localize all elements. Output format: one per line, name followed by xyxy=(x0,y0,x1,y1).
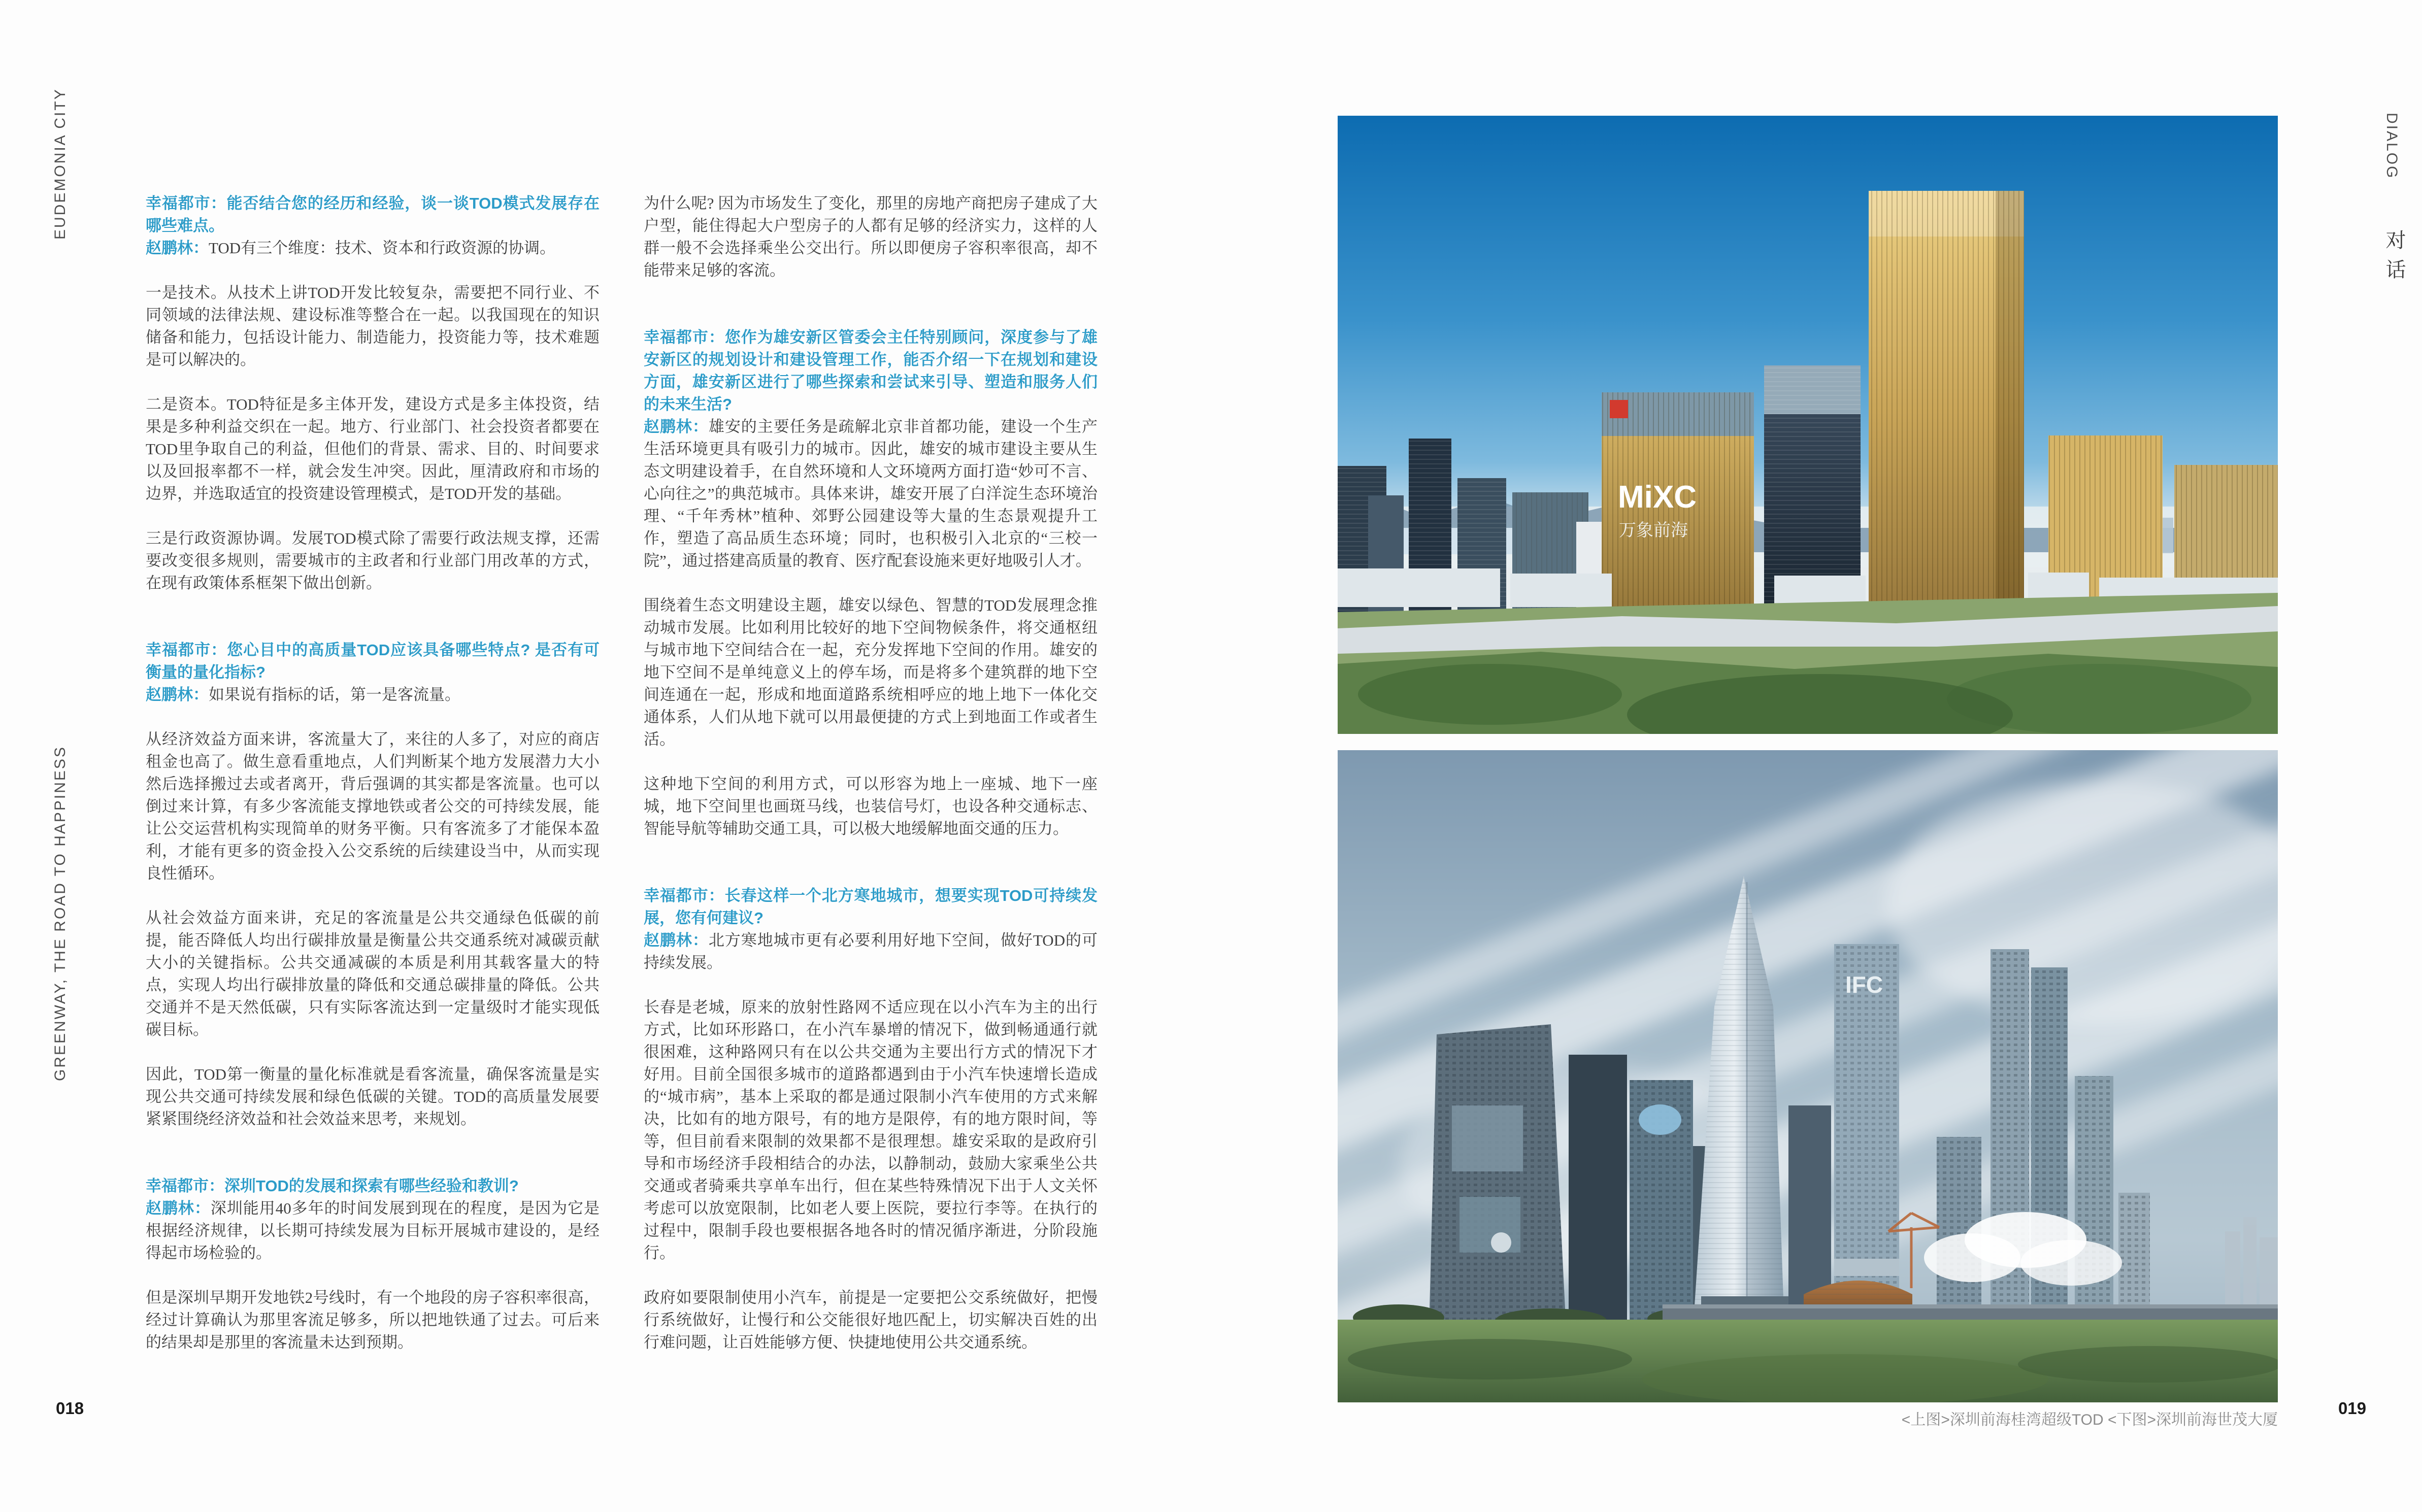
question-text: 幸福都市：您心目中的高质量TOD应该具备哪些特点? 是否有可衡量的量化指标? xyxy=(146,641,600,681)
paragraph-text: 深圳能用40多年的时间发展到现在的程度，是因为它是根据经济规律，以长期可持续发展为目标开展城市建设的，是经得起市场检验的。 xyxy=(146,1199,600,1262)
body-paragraph xyxy=(146,907,600,1041)
page-number-left: 018 xyxy=(56,1399,84,1418)
question-text: 幸福都市：您作为雄安新区管委会主任特别顾问，深度参与了雄安新区的规划设计和建设管理工作，能否介绍一下在规划和建设方面，雄安新区进行了哪些探索和尝试来引导、塑造和服务人们的未来生活? xyxy=(644,328,1098,413)
body-paragraph xyxy=(644,192,1098,282)
top-photo-illustration xyxy=(1338,116,2278,734)
body-paragraph xyxy=(644,996,1098,1264)
paragraph-text: 长春是老城，原来的放射性路网不适应现在以小汽车为主的出行方式，比如环形路口，在小汽车暴增的情况下，做到畅通通行就很困难，这种路网只有在以公共交通为主要出行方式的情况下才好用。目前全国很多城市的道路都遇到由于小汽车快速增长造成的“城市病”，基本上采取的都是通过限制小汽车使用的方式来解决，比如有的地方限号，有的地方是限停，有的地方限时间，等等，但目前看来限制的效果都不是很理想。雄安采取的是政府引导和市场经济手段相结合的办法，以静制动，鼓励大家乘坐公共交通或者骑乘共享单车出行，但在某些特殊情况下出于人文关怀考虑可以放宽限制，比如老人要上医院，要拉行李等。在执行的过程中，限制手段也要根据各地各时的情况循序渐进，分阶段施行。 xyxy=(644,998,1098,1262)
body-paragraph xyxy=(146,1287,600,1354)
tower-circle-logo xyxy=(1491,1232,1511,1253)
photo-bottom-shimao-tower xyxy=(1338,750,2278,1402)
paragraph-text: 三是行政资源协调。发展TOD模式除了需要行政法规支撑，还需要改变很多规则，需要城市的主政者和行业部门用改革的方式，在现有政策体系框架下做出创新。 xyxy=(146,529,600,592)
speaker-name: 赵鹏林： xyxy=(146,686,209,703)
photo-top-aerial-guiwan-tod xyxy=(1338,116,2278,734)
right-margin-text-cn: 对话 xyxy=(2383,229,2405,288)
speaker-name: 赵鹏林： xyxy=(644,418,709,435)
body-paragraph xyxy=(644,1287,1098,1354)
answer-paragraph xyxy=(146,1197,600,1264)
speaker-name: 赵鹏林： xyxy=(146,239,209,257)
body-paragraph xyxy=(146,393,600,505)
body-paragraph xyxy=(146,728,600,885)
answer-paragraph xyxy=(644,416,1098,572)
paragraph-text: 从社会效益方面来讲，充足的客流量是公共交通绿色低碳的前提，能否降低人均出行碳排放量是衡量公共交通系统对减碳贡献大小的关键指标。公共交通减碳的本质是利用其载客量大的特点，实现人均出行碳排放量的降低和交通总碳排量的降低。公共交通并不是天然低碳，只有实际客流达到一定量级时才能实现低碳目标。 xyxy=(146,909,600,1038)
paragraph-text: 因此，TOD第一衡量的量化标准就是看客流量，确保客流量是实现公共交通可持续发展和绿色低碳的关键。TOD的高质量发展要紧紧围绕经济效益和社会效益来思考，来规划。 xyxy=(146,1065,600,1128)
body-paragraph xyxy=(146,527,600,594)
body-paragraph xyxy=(644,773,1098,840)
paragraph-text: TOD有三个维度：技术、资本和行政资源的协调。 xyxy=(209,239,556,257)
article-column-1 xyxy=(146,192,600,1376)
paragraph-text: 为什么呢? 因为市场发生了变化，那里的房地产商把房子建成了大户型，能住得起大户型房子的人都有足够的经济实力，这样的人群一般不会选择乘坐公交出行。所以即便房子容积率很高，却不能带来足够的客流。 xyxy=(644,194,1098,279)
mixc-logo-subtext: 万象前海 xyxy=(1619,521,1688,540)
question-paragraph xyxy=(146,639,600,684)
body-paragraph xyxy=(146,1063,600,1130)
answer-paragraph xyxy=(644,929,1098,974)
paragraph-text: 从经济效益方面来讲，客流量大了，来往的人多了，对应的商店租金也高了。做生意看重地点，人们判断某个地方发展潜力大小然后选择搬过去或者离开，背后强调的其实都是客流量。也可以倒过来计算，有多少客流能支撑地铁或者公交的可持续发展，能让公交运营机构实现简单的财务平衡。只有客流多了才能保本盈利，才能有更多的资金投入公交系统的后续建设当中，从而实现良性循环。 xyxy=(146,730,600,882)
question-paragraph xyxy=(644,326,1098,416)
answer-paragraph xyxy=(146,684,600,706)
paragraph-text: 一是技术。从技术上讲TOD开发比较复杂，需要把不同行业、不同领域的法律法规、建设标准等整合在一起。以我国现在的知识储备和能力，包括设计能力、制造能力，投资能力等，技术难题是可以解决的。 xyxy=(146,284,600,368)
ifc-logo-text: IFC xyxy=(1845,971,1883,998)
article-column-2 xyxy=(644,192,1098,1376)
answer-paragraph xyxy=(146,237,600,259)
paragraph-text: 但是深圳早期开发地铁2号线时，有一个地段的房子容积率很高，经过计算确认为那里客流足够多，所以把地铁通了过去。可后来的结果却是那里的客流量未达到预期。 xyxy=(146,1289,600,1351)
body-paragraph xyxy=(644,594,1098,751)
right-margin-text-en: DIALOG xyxy=(2383,113,2400,180)
mixc-logo-mark xyxy=(1610,400,1628,418)
speaker-name: 赵鹏林： xyxy=(644,931,709,949)
left-margin-text-bottom: GREENWAY, THE ROAD TO HAPPINESS xyxy=(52,746,69,1081)
paragraph-text: 雄安的主要任务是疏解北京非首都功能，建设一个生产生活环境更具有吸引力的城市。因此，雄安的城市建设主要从生态文明建设着手，在自然环境和人文环境两方面打造“妙可不言、心向往之”的典范城市。具体来讲，雄安开展了白洋淀生态环境治理、“千年秀林”植种、郊野公园建设等大量的生态景观提升工作，塑造了高品质生态环境；同时，也积极引入北京的“三校一院”，通过搭建高质量的教育、医疗配套设施来更好地吸引人才。 xyxy=(644,418,1098,569)
paragraph-text: 围绕着生态文明建设主题，雄安以绿色、智慧的TOD发展理念推动城市发展。比如利用比较好的地下空间物候条件，将交通枢纽与城市地下空间结合在一起，充分发挥地下空间的作用。雄安的地下空间不是单纯意义上的停车场，而是将多个建筑群的地下空间连通在一起，形成和地面道路系统相呼应的地上地下一体化交通体系，人们从地下就可以用最便捷的方式上到地面工作或者生活。 xyxy=(644,596,1098,748)
question-text: 幸福都市：能否结合您的经历和经验，谈一谈TOD模式发展存在哪些难点。 xyxy=(146,194,600,234)
question-paragraph xyxy=(146,192,600,237)
paragraph-text: 政府如要限制使用小汽车，前提是一定要把公交系统做好，把慢行系统做好，让慢行和公交能很好地匹配上，切实解决百姓的出行难问题，让百姓能够方便、快捷地使用公共交通系统。 xyxy=(644,1289,1098,1351)
photo-caption: <上图>深圳前海桂湾超级TOD <下图>深圳前海世茂大厦 xyxy=(1901,1412,2278,1428)
question-paragraph xyxy=(644,885,1098,929)
paragraph-text: 北方寒地城市更有必要利用好地下空间，做好TOD的可持续发展。 xyxy=(644,931,1098,971)
mixc-logo-text: MiXC xyxy=(1618,480,1697,515)
paragraph-text: 二是资本。TOD特征是多主体开发，建设方式是多主体投资，结果是多种利益交织在一起。地方、行业部门、社会投资者都要在TOD里争取自己的利益，但他们的背景、需求、目的、时间要求以及回报率都不一样，就会发生冲突。因此，厘清政府和市场的边界，并选取适宜的投资建设管理模式，是TOD开发的基础。 xyxy=(146,395,600,502)
bottom-photo-illustration xyxy=(1338,750,2278,1402)
question-text: 幸福都市：长春这样一个北方寒地城市，想要实现TOD可持续发展，您有何建议? xyxy=(644,887,1098,927)
left-margin-text-top: EUDEMONIA CITY xyxy=(52,88,69,240)
paragraph-text: 如果说有指标的话，第一是客流量。 xyxy=(209,686,460,703)
body-paragraph xyxy=(146,282,600,371)
speaker-name: 赵鹏林： xyxy=(146,1199,211,1217)
page-number-right: 019 xyxy=(2338,1399,2367,1418)
question-paragraph xyxy=(146,1175,600,1197)
paragraph-text: 这种地下空间的利用方式，可以形容为地上一座城、地下一座城，地下空间里也画斑马线，也装信号灯，也设各种交通标志、智能导航等辅助交通工具，可以极大地缓解地面交通的压力。 xyxy=(644,775,1098,837)
question-text: 幸福都市：深圳TOD的发展和探索有哪些经验和教训? xyxy=(146,1177,519,1195)
